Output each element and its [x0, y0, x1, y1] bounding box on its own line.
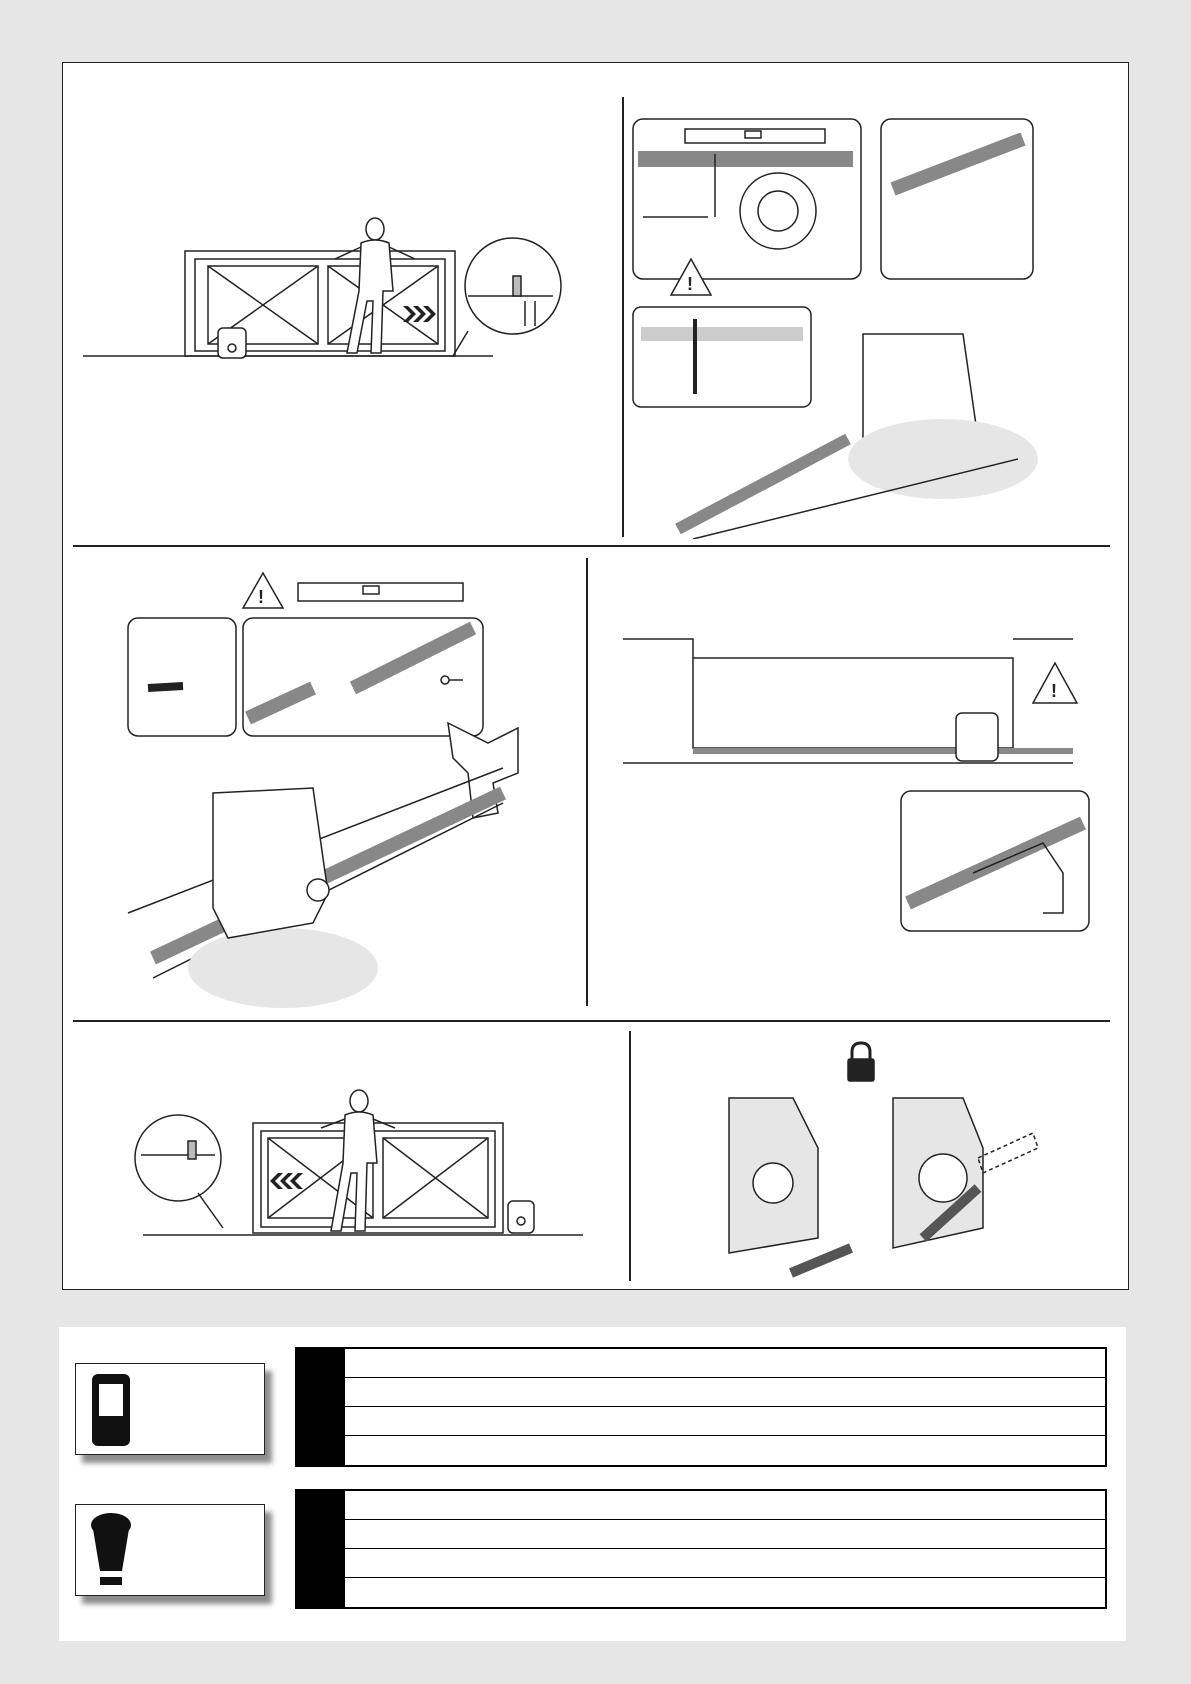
legend-row: [297, 1349, 1105, 1378]
legend-row: [297, 1378, 1105, 1407]
legend-table-device: [295, 1347, 1107, 1467]
legend-row: [297, 1436, 1105, 1465]
motor-icon: [956, 713, 998, 761]
legend-row: [297, 1578, 1105, 1607]
legend-row: [297, 1491, 1105, 1520]
legend-row: [297, 1520, 1105, 1549]
divider-vertical-bottom: [629, 1031, 631, 1281]
phone-device-icon: [88, 1370, 148, 1450]
legend-area: [59, 1327, 1126, 1641]
level-icon: [298, 583, 463, 601]
panel-gate-closing: [103, 1063, 603, 1293]
arrow-left-icon: [270, 1173, 303, 1189]
legend-table-lamp: [295, 1489, 1107, 1609]
legend-row: [297, 1549, 1105, 1578]
motor-icon: [508, 1201, 534, 1233]
panel-gate-opening: [73, 91, 613, 391]
svg-text:!: !: [687, 274, 693, 294]
panel-manual-release: [623, 1038, 1093, 1288]
person-icon: [335, 218, 415, 353]
motor-icon: [218, 328, 246, 358]
panel-rack-cutting: [623, 573, 1093, 993]
legend-card-lamp: [75, 1504, 265, 1596]
arrow-right-icon: [403, 306, 436, 322]
gate-leaf: [253, 1123, 503, 1233]
level-icon: [685, 129, 825, 143]
bell-lamp-icon: [88, 1511, 148, 1591]
svg-text:!: !: [1051, 681, 1057, 701]
legend-row: [297, 1407, 1105, 1436]
legend-card-device: [75, 1363, 265, 1455]
release-key-icon: [791, 1248, 851, 1273]
svg-text:!: !: [258, 587, 264, 607]
instruction-sheet: [62, 62, 1129, 1290]
divider-horizontal-bottom: [73, 1020, 1110, 1022]
divider-vertical-top: [622, 97, 624, 537]
detail-stop-circle: [453, 238, 561, 356]
lock-icon: [848, 1043, 874, 1081]
divider-horizontal-top: [73, 545, 1110, 547]
divider-vertical-middle: [586, 558, 588, 1006]
person-icon: [321, 1090, 395, 1231]
detail-stop-circle: [135, 1115, 223, 1228]
gear-icon: [740, 173, 816, 249]
panel-rack-fixing: [123, 568, 613, 1008]
panel-rack-alignment: [623, 109, 1043, 539]
motor-icon: [213, 788, 329, 938]
